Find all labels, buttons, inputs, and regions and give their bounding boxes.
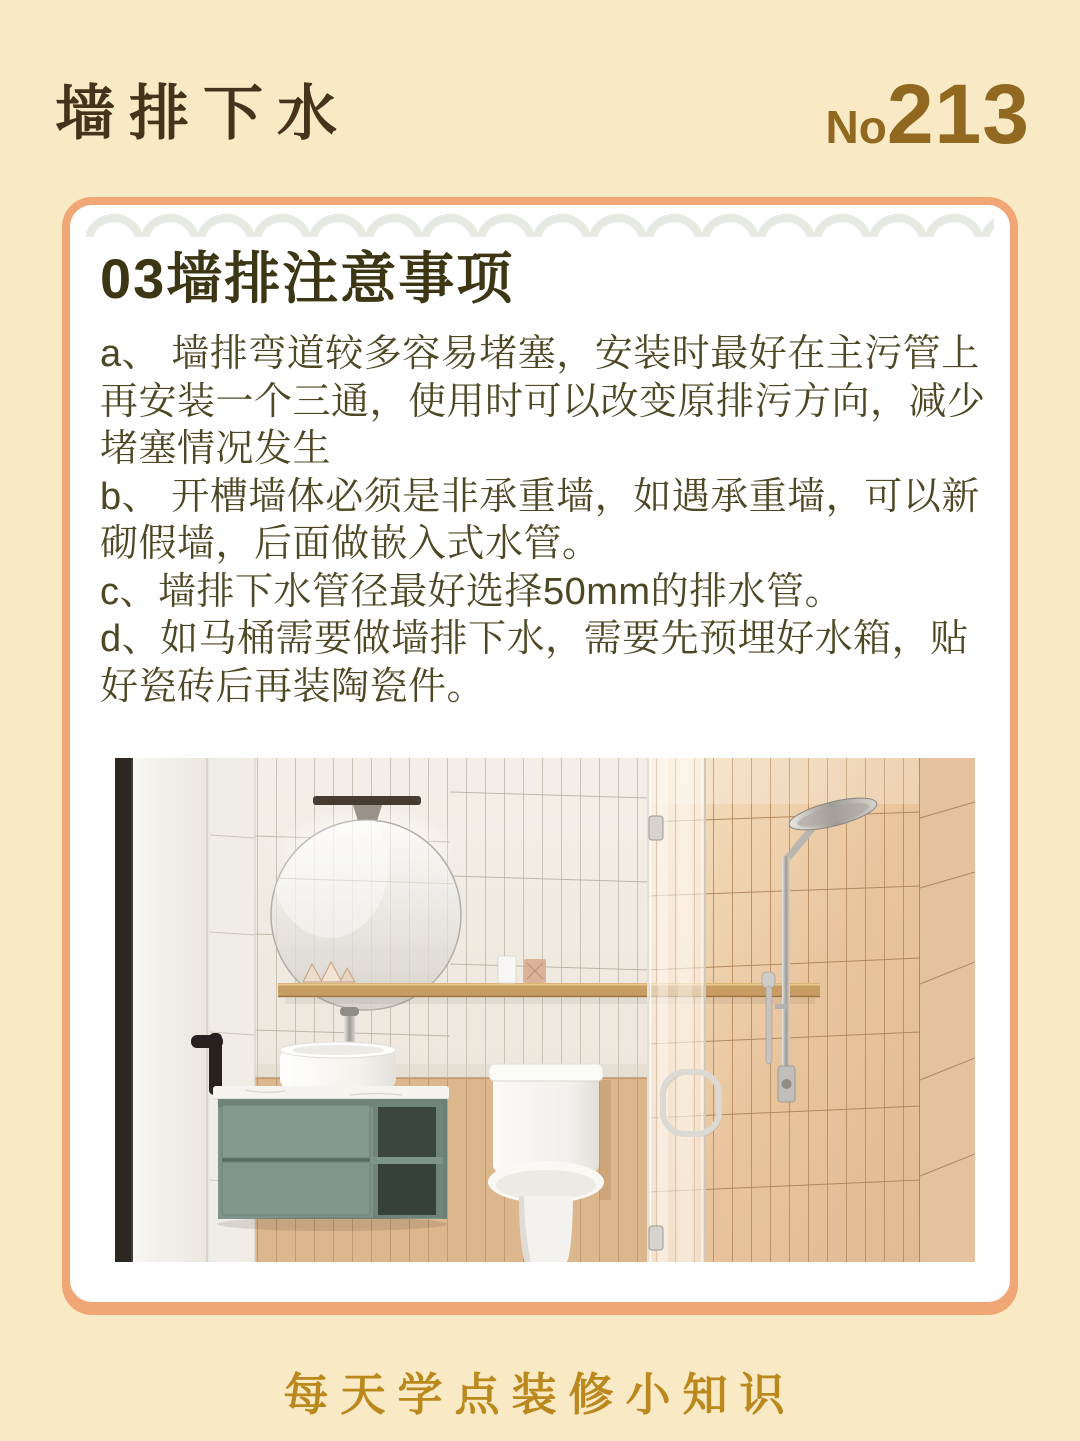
bathroom-photo — [115, 758, 975, 1262]
wood-shelf — [278, 983, 820, 1004]
note-item-b: b、 开槽墙体必须是非承重墙，如遇承重墙，可以新砌假墙，后面做嵌入式水管。 — [100, 475, 980, 566]
footer-slogan: 每天学点装修小知识 — [283, 1369, 797, 1420]
issue-prefix: No — [825, 101, 887, 153]
card-heading: 03墙排注意事项 — [100, 247, 515, 310]
bathroom-render — [115, 758, 975, 1262]
corner-wall — [920, 758, 975, 1262]
knowledge-card — [62, 197, 1018, 1310]
page-title: 墙排下水 — [55, 80, 351, 147]
issue-badge — [826, 66, 1030, 163]
note-item-c: c、墙排下水管径最好选择50mm的排水管。 — [100, 570, 844, 613]
vessel-sink — [280, 1042, 396, 1089]
notes-list — [100, 331, 988, 711]
glass-hinge-top — [649, 816, 663, 840]
vanity-cabinet — [217, 1099, 447, 1231]
note-item-d: d、如马桶需要做墙排下水，需要先预埋好水箱，贴好瓷砖后再装陶瓷件。 — [100, 618, 969, 708]
issue-number: 213 — [886, 67, 1030, 161]
scallop-pattern-decoration — [86, 213, 994, 237]
glass-hinge-bottom — [649, 1226, 663, 1250]
door-frame — [115, 758, 133, 1262]
note-item-a: a、 墙排弯道较多容易堵塞，安装时最好在主污管上再安装一个三通，使用时可以改变原排污方向，减少堵塞情况发生 — [100, 333, 986, 471]
